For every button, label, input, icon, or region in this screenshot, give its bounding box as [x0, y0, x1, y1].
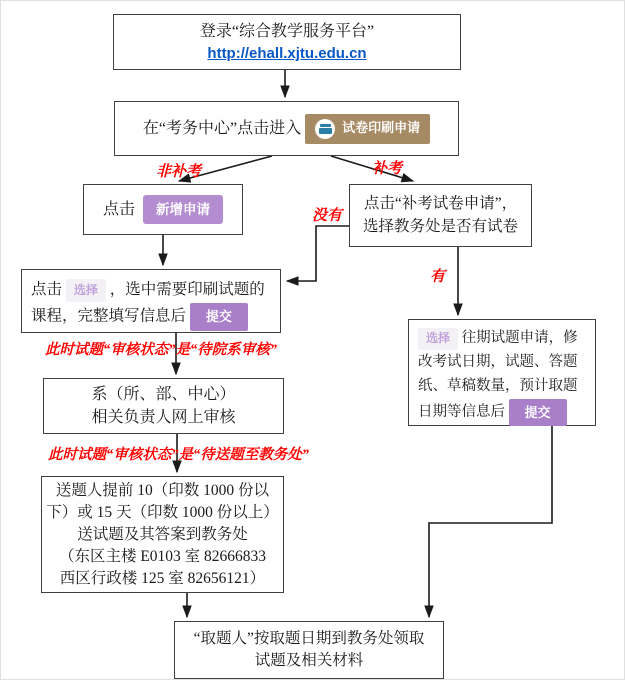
node-makeup-apply — [349, 184, 532, 247]
node-new-apply — [83, 184, 243, 235]
submit-button-right[interactable]: 提交 — [509, 399, 567, 426]
connector-no-path — [287, 226, 349, 281]
login-text: 登录“综合教学服务平台” — [199, 22, 375, 40]
label-non-makeup: 非补考 — [156, 164, 202, 180]
label-yes: 有 — [430, 269, 446, 285]
ehall-link[interactable]: http://ehall.xjtu.edu.cn — [207, 44, 367, 62]
node-exam-center — [114, 101, 459, 156]
node-dept-review — [43, 378, 284, 434]
pickup-line2: 试题及相关材料 — [254, 652, 364, 669]
label-no: 没有 — [312, 208, 343, 224]
dept-review-line1: 系（所、部、中心） — [91, 385, 236, 403]
pickup-line1: “取题人”按取题日期到教务处领取 — [193, 629, 425, 647]
node-deliver-papers — [41, 476, 284, 593]
select-course-middle: ，选中需要印刷试题的课程，完整填写信息后 — [31, 281, 265, 325]
label-makeup: 补考 — [372, 161, 403, 177]
select-course-prefix: 点击 — [31, 281, 66, 298]
deliver-line: 送试题及其答案到教务处 — [77, 525, 248, 543]
node-login — [113, 14, 461, 70]
paper-print-apply-button[interactable] — [305, 114, 430, 144]
deliver-line: （东区主楼 E0103 室 82666833 — [58, 547, 267, 565]
node-pickup — [174, 621, 444, 679]
deliver-line: 送题人提前 10（印数 1000 份以 — [55, 481, 270, 499]
paper-print-apply-label: 试卷印刷申请 — [342, 120, 421, 136]
select-chip-button[interactable]: 选择 — [66, 279, 106, 301]
status-pending-dept-review: 此时试题“审核状态”是“待院系审核” — [45, 342, 277, 358]
dept-review-line2: 相关负责人网上审核 — [91, 409, 236, 426]
deliver-line: 下）或 15 天（印数 1000 份以上） — [46, 503, 279, 521]
exam-center-text: 在“考务中心”点击进入 — [142, 119, 302, 137]
new-apply-text: 点击 — [102, 200, 135, 218]
select-chip-button-right[interactable]: 选择 — [418, 328, 458, 350]
submit-button-left[interactable]: 提交 — [190, 303, 248, 331]
new-apply-button[interactable]: 新增申请 — [143, 195, 223, 225]
status-pending-delivery: 此时试题“审核状态”是“待送题至教务处” — [48, 447, 309, 463]
makeup-apply-line1: 点击“补考试卷申请”， — [363, 195, 518, 213]
printer-icon — [315, 119, 335, 139]
connector-pastapply-to-pickup — [429, 426, 552, 617]
node-select-course — [21, 269, 281, 333]
node-past-paper-apply — [408, 319, 596, 426]
deliver-line: 西区行政楼 125 室 82656121） — [59, 569, 266, 587]
past-apply-text: 往期试题申请，修改考试日期，试题、答题纸、草稿数量，预计取题日期等信息后 — [418, 330, 578, 420]
makeup-apply-line2: 选择教务处是否有试卷 — [362, 217, 518, 235]
